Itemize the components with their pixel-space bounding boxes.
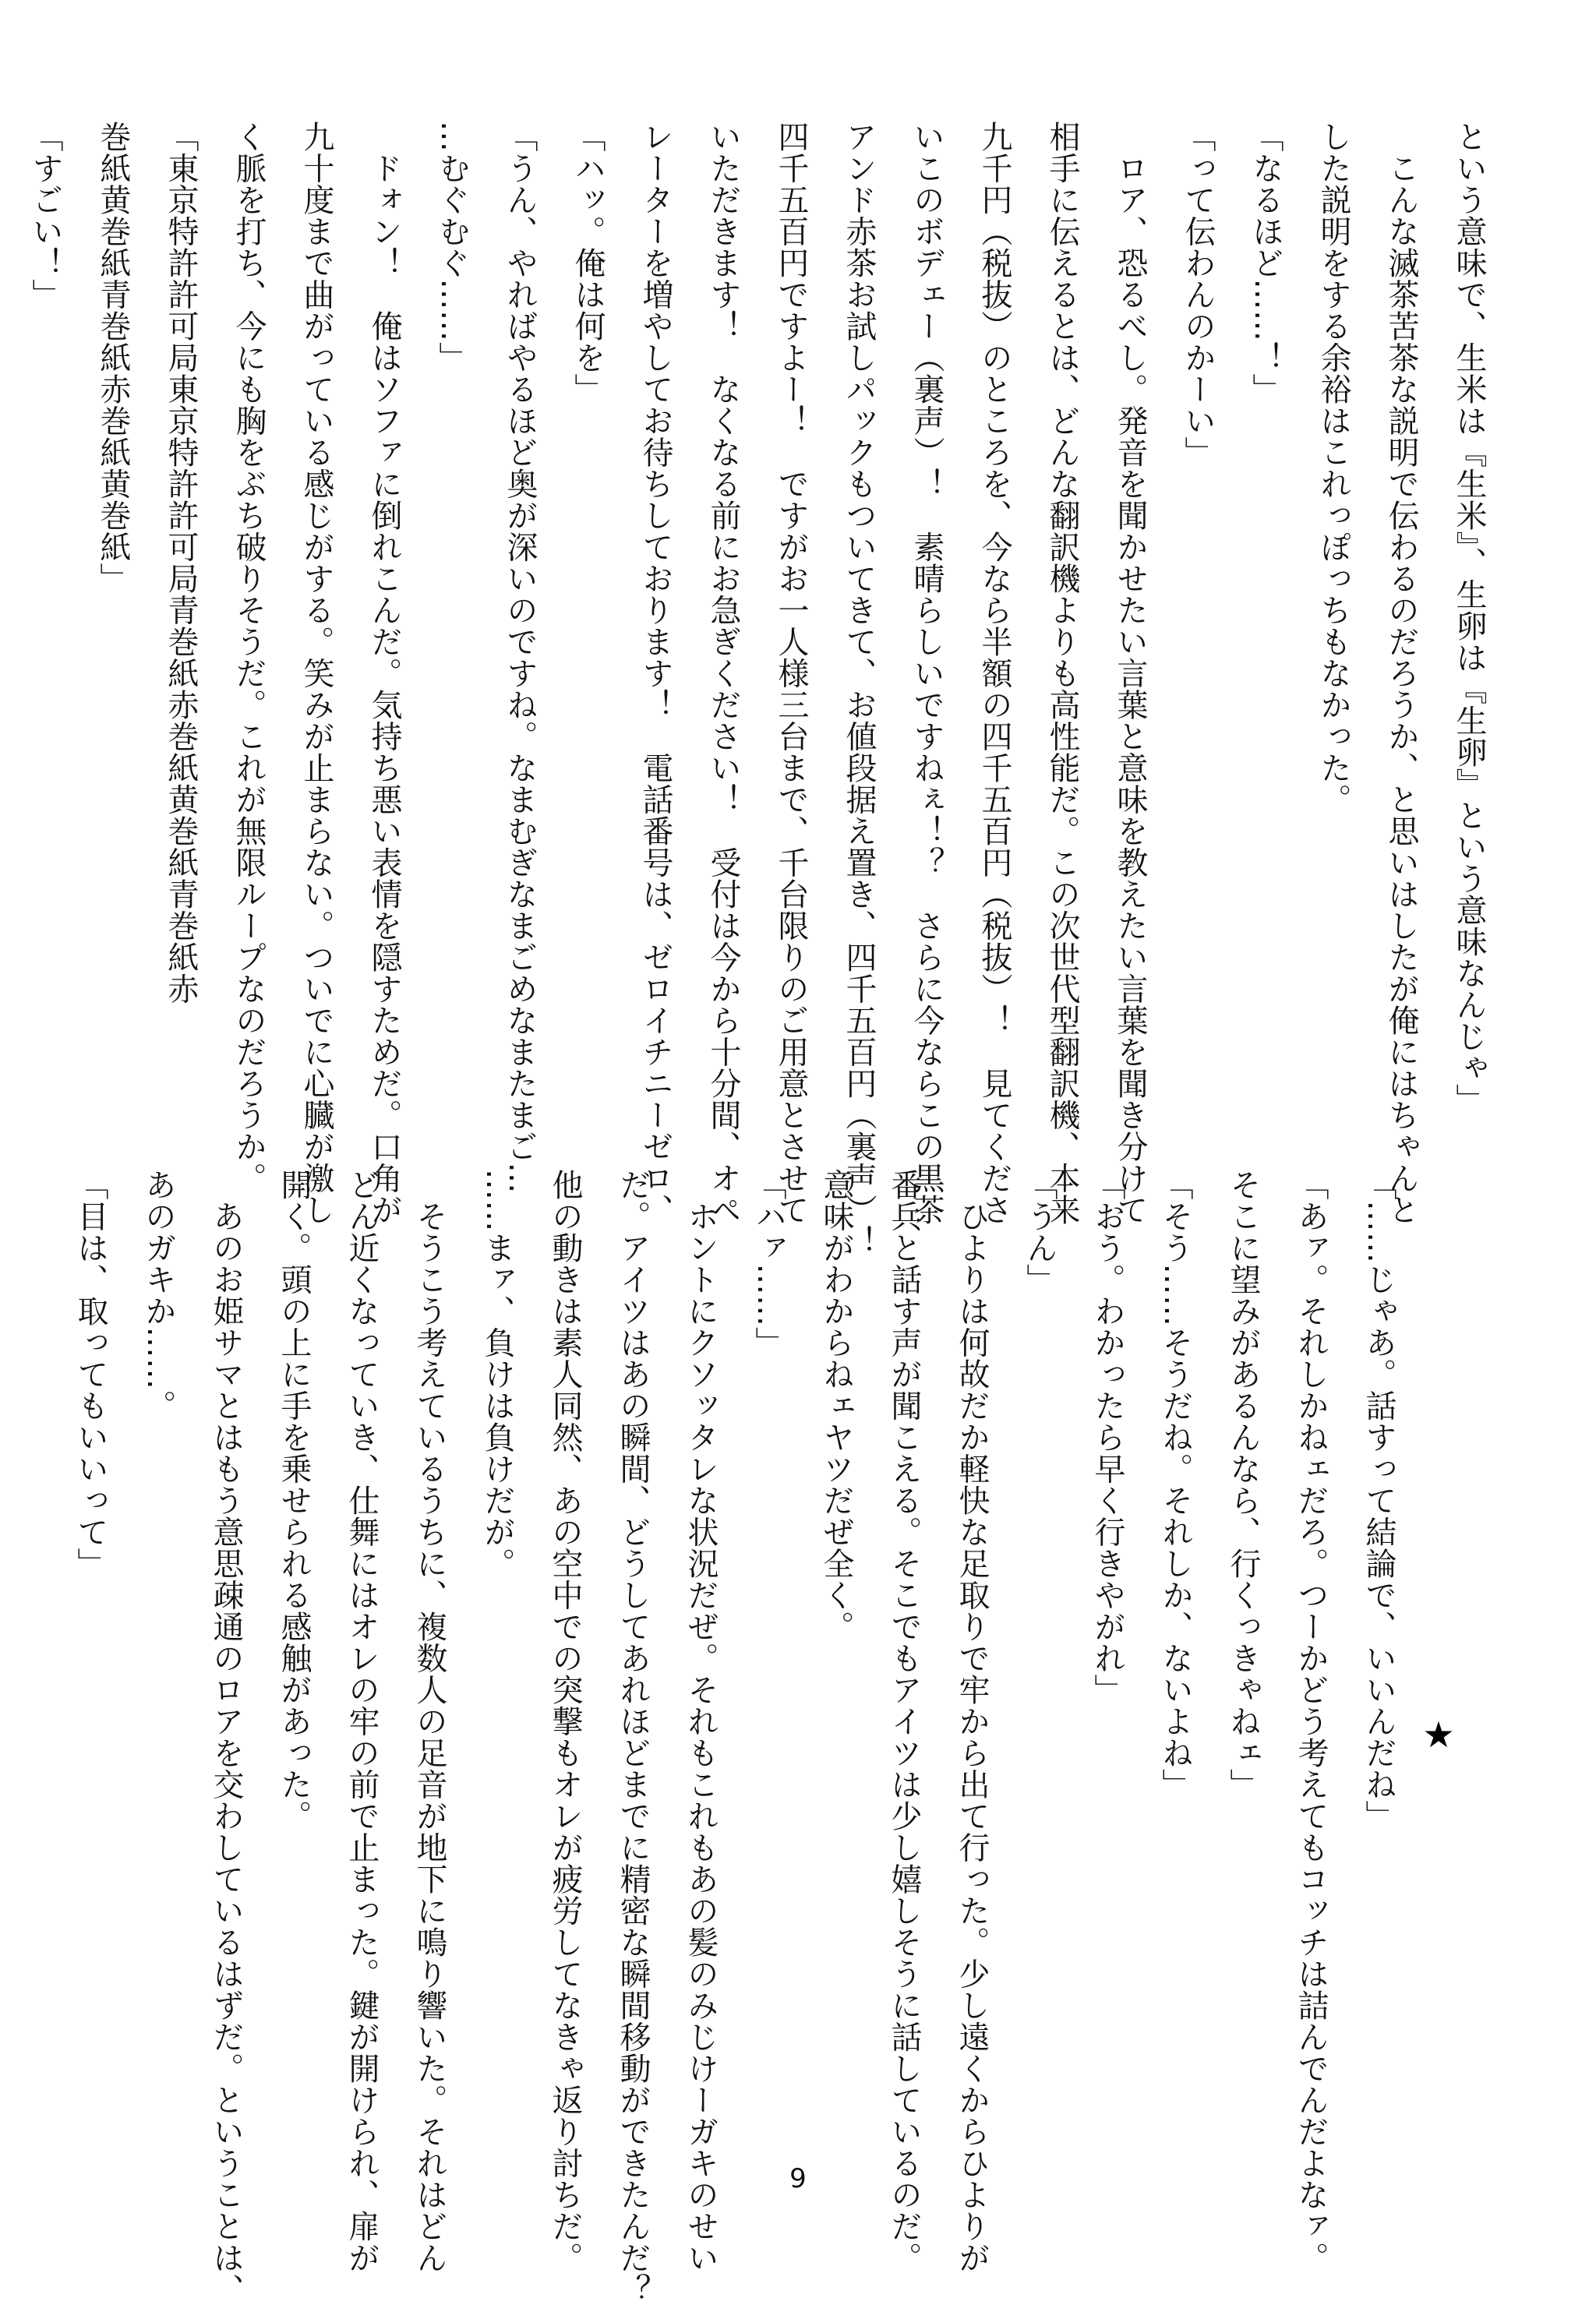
text-line: という意味で、生米は『生米』、生卵は『生卵』という意味なんじゃ」 bbox=[1451, 121, 1487, 1115]
text-line: 「あァ。それしかねェだろ。つーかどう考えてもコッチは詰んでんだよなァ。 bbox=[1293, 1169, 1329, 2274]
text-line: アンド赤茶お試しパックもついてきて、お値段据え置き、四千五百円（裏声）！ bbox=[841, 121, 877, 1257]
text-line: 「そう……そうだね。それしか、ないよね」 bbox=[1157, 1169, 1193, 1800]
text-line: 九十度まで曲がっている感じがする。笑みが止まらない。ついでに心臓が激し bbox=[298, 121, 334, 1226]
text-line: く脈を打ち、今にも胸をぶち破りそうだ。これが無限ループなのだろうか。 bbox=[231, 121, 267, 1194]
text-line: 「東京特許許可局東京特許許可局青巻紙赤巻紙黄巻紙青巻紙赤 bbox=[163, 121, 199, 1004]
page-number: 9 bbox=[789, 2163, 807, 2194]
text-line: 番兵と話す声が聞こえる。そこでもアイツは少し嬉しそうに話しているのだ。 bbox=[886, 1169, 922, 2274]
text-line: レーターを増やしてお待ちしております！ 電話番号は、ゼロイチニーゼロ、 bbox=[637, 121, 673, 1226]
text-line: ホントにクソッタレな状況だぜ。それもこれもあの髪のみじけーガキのせい bbox=[683, 1169, 719, 2274]
text-line: ロア、恐るべし。発音を聞かせたい言葉と意味を教えたい言葉を聞き分けて bbox=[1112, 121, 1148, 1226]
text-line: ドォン！ 俺はソファに倒れこんだ。気持ち悪い表情を隠すためだ。口角が bbox=[366, 121, 402, 1226]
text-line: …むぐむぐ……」 bbox=[434, 121, 470, 373]
text-line: 「なるほど……！」 bbox=[1248, 121, 1284, 405]
text-line: いこのボデェー（裏声）！ 素晴らしいですねぇ！？ さらに今ならこの黒茶 bbox=[909, 121, 945, 1226]
text-line: 「目は、取ってもいいって」 bbox=[72, 1169, 108, 1580]
upper-text-block bbox=[0, 121, 1502, 1257]
text-line: あのガキか……。 bbox=[140, 1169, 176, 1421]
text-line: ひよりは何故だか軽快な足取りで牢から出て行った。少し遠くからひよりが bbox=[954, 1169, 990, 2274]
text-line: 意味がわからねェヤツだぜ全く。 bbox=[818, 1169, 854, 1643]
text-line: 「おう。わかったら早く行きやがれ」 bbox=[1089, 1169, 1125, 1706]
text-line: 相手に伝えるとは、どんな翻訳機よりも高性能だ。この次世代型翻訳機、本来 bbox=[1044, 121, 1080, 1226]
section-break-star-icon: ★ bbox=[1422, 1714, 1455, 1756]
text-line: 「……じゃあ。話すって結論で、いいんだね」 bbox=[1361, 1169, 1396, 1832]
text-line: 「うん、やればやるほど奥が深いのですね。なまむぎなまごめなまたまご… bbox=[502, 121, 538, 1194]
text-line: 開く。頭の上に手を乗せられる感触があった。 bbox=[276, 1169, 312, 1832]
text-line: だ。アイツはあの瞬間、どうしてあれほどまでに精密な瞬間移動ができたんだ？ bbox=[615, 1169, 651, 2305]
text-line: した説明をする余裕はこれっぽっちもなかった。 bbox=[1315, 121, 1351, 815]
text-line: 「ハァ……」 bbox=[750, 1169, 786, 1358]
text-line: いただきます！ なくなる前にお急ぎください！ 受付は今から十分間、オペ bbox=[705, 121, 741, 1226]
text-line: 他の動きは素人同然、あの空中での突撃もオレが疲労してなきゃ返り討ちだ。 bbox=[547, 1169, 583, 2274]
text-line: こんな滅茶苦茶な説明で伝わるのだろうか、と思いはしたが俺にはちゃんと bbox=[1383, 121, 1419, 1226]
text-line: 巻紙黄巻紙青巻紙赤巻紙黄巻紙」 bbox=[95, 121, 131, 595]
text-line: あのお姫サマとはもう意思疎通のロアを交わしているはずだ。ということは、 bbox=[208, 1169, 244, 2305]
text-line: そうこう考えているうちに、複数人の足音が地下に鳴り響いた。それはどん bbox=[411, 1169, 447, 2274]
lower-text-block bbox=[56, 1169, 1412, 2305]
text-line: 九千円（税抜）のところを、今なら半額の四千五百円（税抜）！ 見てくださ bbox=[976, 121, 1012, 1226]
text-line: 「ハッ。俺は何を」 bbox=[570, 121, 606, 405]
text-line: そこに望みがあるんなら、行くっきゃねェ」 bbox=[1225, 1169, 1261, 1800]
text-line: 「うん」 bbox=[1022, 1169, 1058, 1295]
text-line: 四千五百円ですよー！ ですがお一人様三台まで、千台限りのご用意とさせて bbox=[773, 121, 809, 1226]
text-line: 「って伝わんのかーい」 bbox=[1180, 121, 1216, 468]
text-line: 「すごい！」 bbox=[27, 121, 63, 310]
text-line: ……まァ、負けは負けだが。 bbox=[479, 1169, 515, 1580]
text-line: どん近くなっていき、仕舞にはオレの牢の前で止まった。鍵が開けられ、扉が bbox=[344, 1169, 380, 2274]
text-line bbox=[0, 121, 11, 1056]
